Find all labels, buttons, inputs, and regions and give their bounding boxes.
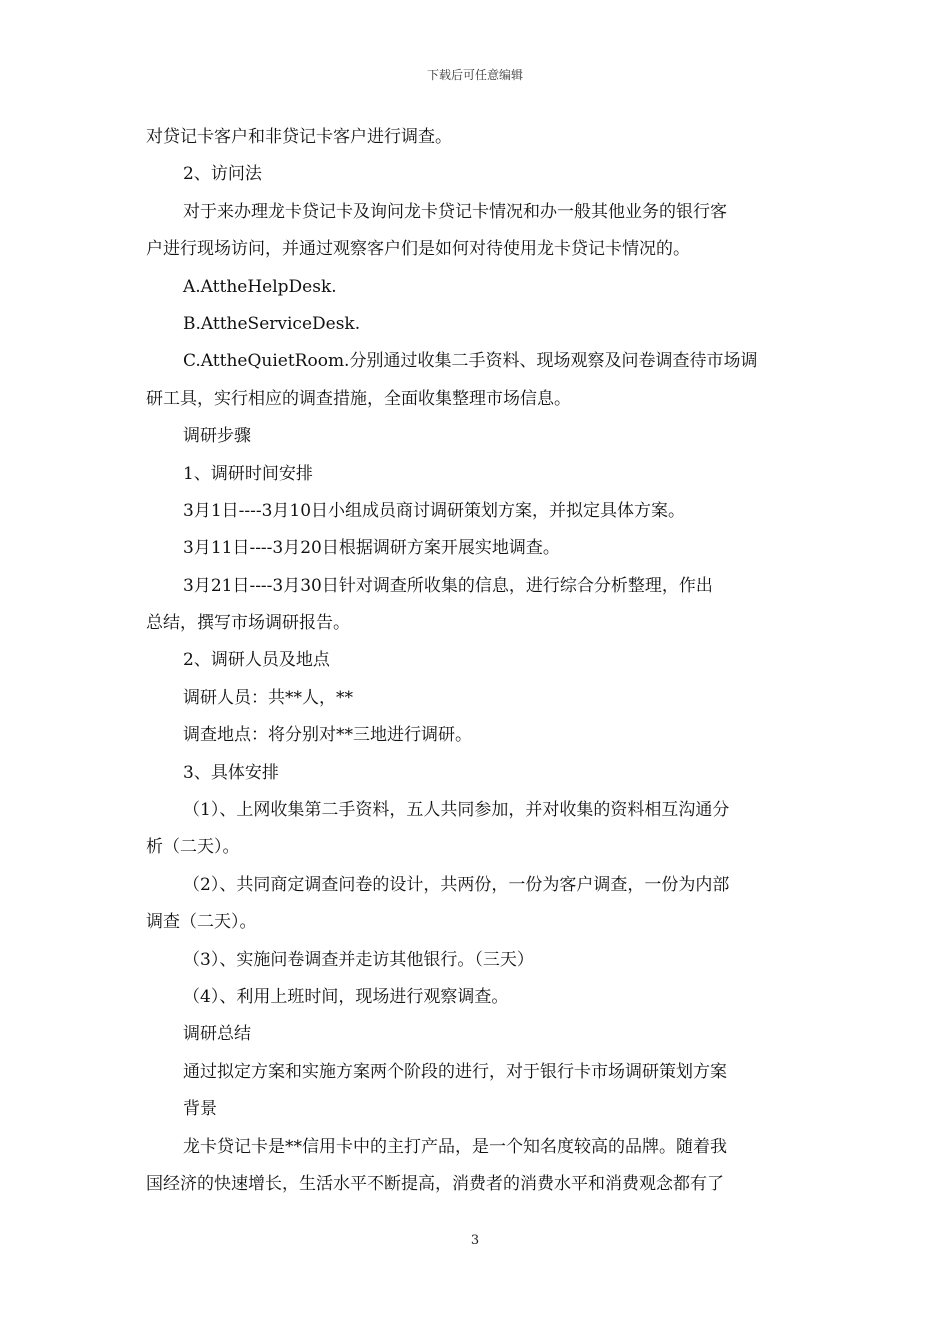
text-line: （2）、共同商定调查问卷的设计，共两份，一份为客户调查，一份为内部 [183,874,730,895]
text-line: 2、访问法 [183,164,262,185]
text-line: 对贷记卡客户和非贷记卡客户进行调查。 [146,127,452,147]
text-line: 户进行现场访问，并通过观察客户们是如何对待使用龙卡贷记卡情况的。 [146,239,690,260]
page-header: 下载后可任意编辑 [426,68,523,82]
text-line: 2、调研人员及地点 [183,650,330,671]
text-line: 3月11日----3月20日根据调研方案开展实地调查。 [183,538,560,559]
text-line: 国经济的快速增长，生活水平不断提高，消费者的消费水平和消费观念都有了 [146,1173,724,1194]
text-line: （3）、实施问卷调查并走访其他银行。（三天） [183,949,534,970]
text-line: 总结，撰写市场调研报告。 [146,613,350,634]
text-line: （1）、上网收集第二手资料，五人共同参加，并对收集的资料相互沟通分 [183,800,730,821]
text-line: 3月1日----3月10日小组成员商讨调研策划方案，并拟定具体方案。 [183,500,686,521]
text-line: 龙卡贷记卡是**信用卡中的主打产品，是一个知名度较高的品牌。随着我 [183,1136,727,1157]
text-line: （4）、利用上班时间，现场进行观察调查。 [183,986,509,1007]
text-line: 背景 [183,1099,217,1120]
text-line: 3月21日----3月30日针对调查所收集的信息，进行综合分析整理，作出 [183,575,713,596]
page-number: 3 [470,1233,480,1248]
text-line: A.AttheHelpDesk. [183,276,337,297]
text-line: 通过拟定方案和实施方案两个阶段的进行，对于银行卡市场调研策划方案 [183,1061,727,1082]
text-line: 调研人员：共**人，** [183,687,353,708]
text-line: 调查地点：将分别对**三地进行调研。 [183,725,472,746]
text-line: 调研总结 [183,1024,251,1045]
text-line: 对于来办理龙卡贷记卡及询问龙卡贷记卡情况和办一般其他业务的银行客 [183,201,727,222]
text-line: 研工具，实行相应的调查措施，全面收集整理市场信息。 [146,388,571,409]
text-line: B.AttheServiceDesk. [183,313,361,334]
text-line: 调研步骤 [183,426,251,447]
text-line: 3、具体安排 [183,762,279,783]
text-line: 析（二天）。 [146,837,240,858]
text-line: 1、调研时间安排 [183,463,313,484]
text-line: 调查（二天）。 [146,912,257,933]
document-body [146,119,810,1203]
text-line: C.AttheQuietRoom.分别通过收集二手资料、现场观察及问卷调查待市场调 [183,351,758,372]
